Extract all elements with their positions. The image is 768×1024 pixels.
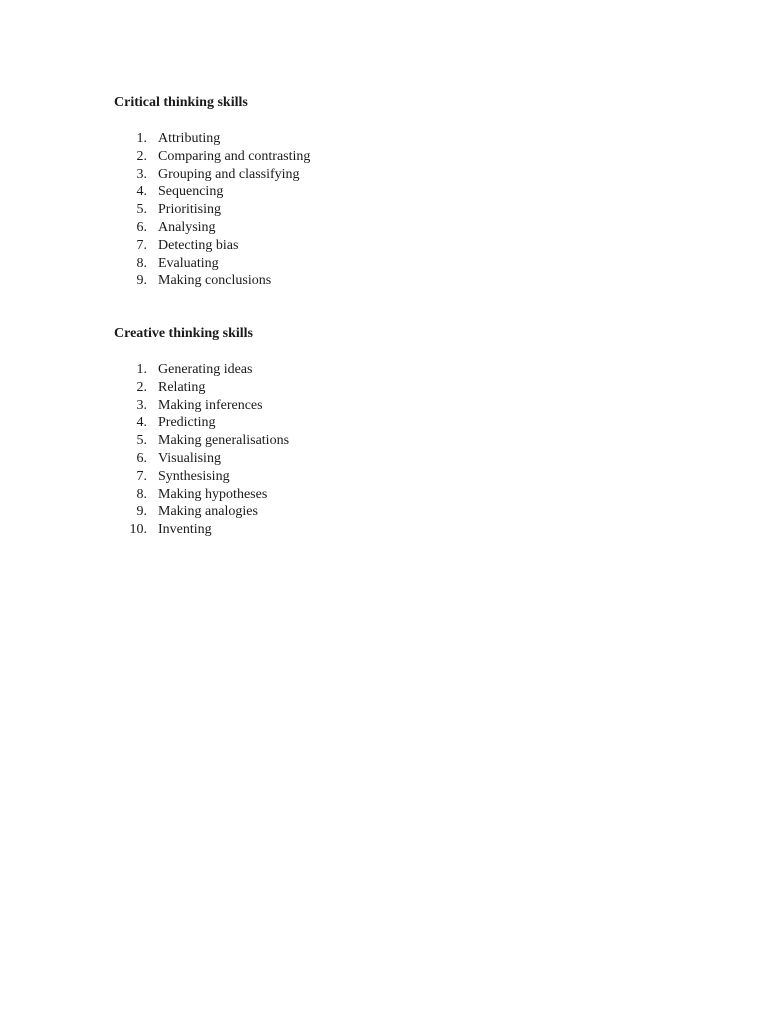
list-number: 7. (136, 237, 147, 253)
list-item (114, 379, 253, 397)
list-item (114, 130, 248, 148)
list-number: 4. (136, 184, 147, 200)
list-item (114, 255, 248, 273)
critical-thinking-section (114, 94, 311, 290)
list-number: 9. (136, 273, 147, 289)
list-number: 8. (136, 255, 147, 271)
list-item (114, 219, 248, 237)
section-heading: Creative thinking skills (114, 326, 253, 341)
list-item-text: Synthesising (158, 468, 230, 484)
list-item-text: Predicting (158, 415, 216, 431)
list-item-text: Making generalisations (158, 433, 290, 449)
list-number: 5. (136, 202, 147, 218)
list-item (114, 468, 253, 486)
list-number: 1. (136, 362, 147, 377)
list-number: 3. (136, 397, 147, 413)
list-item (114, 361, 253, 379)
list-number: 6. (136, 450, 147, 466)
list-item-text: Detecting bias (158, 237, 239, 253)
numbered-list (114, 361, 290, 539)
list-number: 7. (136, 468, 147, 484)
list-number: 3. (136, 166, 147, 182)
list-item (114, 397, 263, 415)
list-number: 8. (136, 486, 147, 502)
list-item (114, 237, 248, 255)
list-item-text: Sequencing (158, 184, 224, 200)
list-number: 10. (129, 522, 147, 538)
list-number: 5. (136, 433, 147, 449)
list-item-text: Inventing (158, 522, 212, 538)
list-item (114, 414, 253, 432)
list-item-text: Relating (158, 379, 206, 395)
list-number: 1. (136, 131, 147, 146)
list-item-text: Prioritising (158, 202, 222, 218)
list-item-text: Comparing and contrasting (158, 148, 311, 164)
list-item-text: Analysing (158, 219, 216, 235)
list-item-text: Making inferences (158, 397, 263, 413)
list-item (114, 201, 248, 219)
list-item-text: Attributing (158, 131, 221, 146)
list-item (114, 272, 272, 290)
list-item-text: Making conclusions (158, 273, 272, 289)
creative-thinking-section (114, 325, 290, 539)
numbered-list (114, 130, 311, 290)
list-item-text: Grouping and classifying (158, 166, 300, 182)
list-item-text: Generating ideas (158, 362, 253, 377)
list-item (114, 486, 268, 504)
list-number: 4. (136, 415, 147, 431)
list-number: 2. (136, 148, 147, 164)
list-item-text: Evaluating (158, 255, 219, 271)
list-number: 6. (136, 219, 147, 235)
section-heading: Critical thinking skills (114, 95, 248, 110)
list-item-text: Visualising (158, 450, 221, 466)
list-number: 2. (136, 379, 147, 395)
list-number: 9. (136, 504, 147, 520)
list-item (114, 183, 248, 201)
list-item (114, 521, 253, 539)
list-item (114, 166, 300, 184)
list-item-text: Making hypotheses (158, 486, 268, 502)
list-item (114, 432, 290, 450)
list-item (114, 450, 253, 468)
list-item-text: Making analogies (158, 504, 258, 520)
list-item (114, 503, 258, 521)
list-item (114, 148, 311, 166)
